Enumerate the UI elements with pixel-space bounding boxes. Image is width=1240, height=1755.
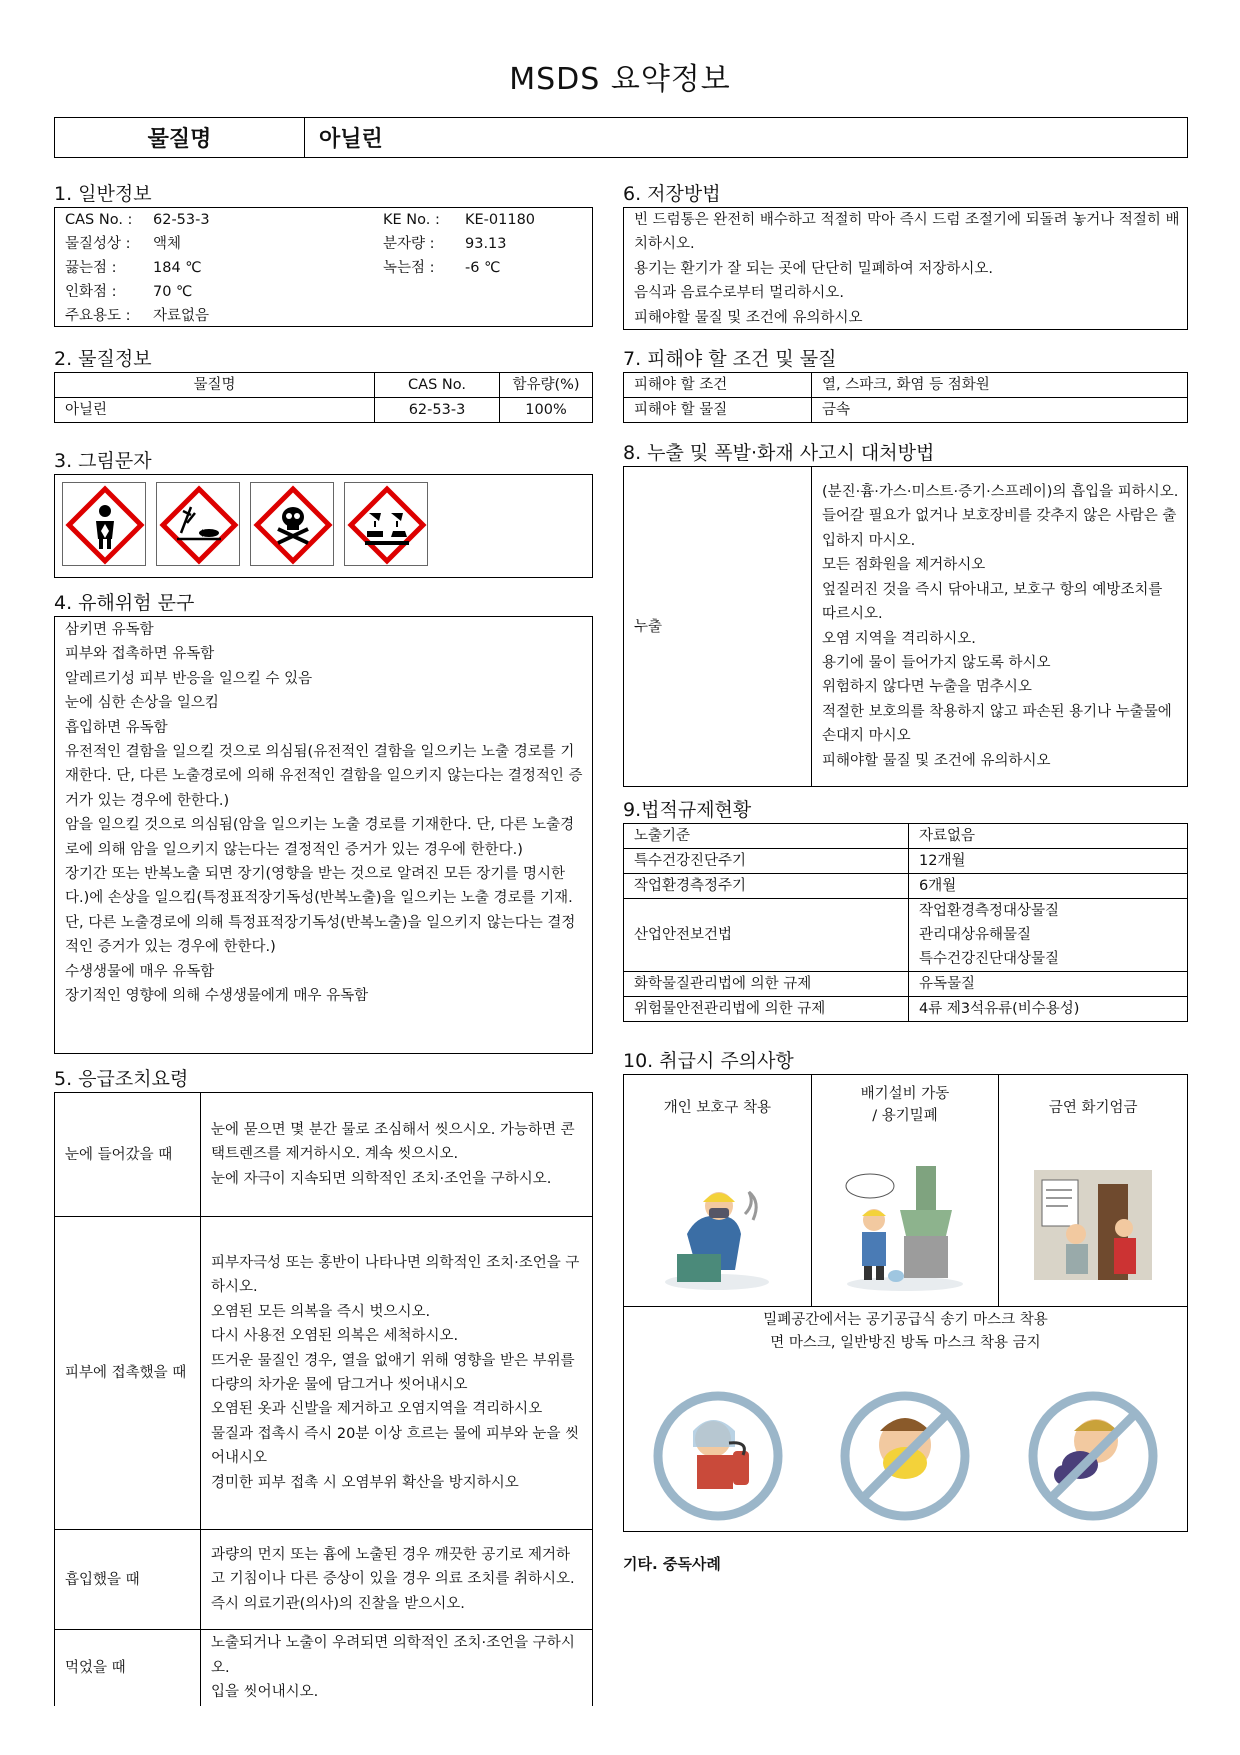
skull-crossbones-icon <box>250 482 334 566</box>
leak-line: 엎질러진 것을 즉시 닦아내고, 보호구 항의 예방조치를 따르시오. <box>822 581 1163 623</box>
leak-line: 모든 점화원을 제거하시오 <box>822 557 986 574</box>
ke-value: KE-01180 <box>465 212 536 228</box>
regulation-table <box>623 823 1188 1022</box>
section-first-aid <box>54 1066 593 1706</box>
bp-label: 끓는점 : <box>65 260 117 276</box>
table-header: 함유량(%) <box>500 373 593 398</box>
substance-name-value: 아닐린 <box>319 127 383 152</box>
section-heading: 4. 유해위험 문구 <box>54 592 195 614</box>
section-storage <box>623 181 1188 330</box>
first-aid-line: 노출되거나 노출이 우려되면 의학적인 조치·조언을 구하시오. <box>211 1635 575 1676</box>
first-aid-line: 경미한 피부 접촉 시 오염부위 확산을 방지하시오 <box>211 1474 519 1491</box>
other-poisoning-cases: 기타. 중독사례 <box>623 1555 721 1573</box>
mw-value: 93.13 <box>465 236 507 252</box>
section-avoid <box>623 346 1188 423</box>
section-general-info <box>54 181 593 327</box>
section-hazard-statements <box>54 590 593 1054</box>
reg-value: 12개월 <box>909 849 1188 874</box>
table-cell: 피해야 할 물질 <box>624 398 812 423</box>
use-value: 자료없음 <box>153 308 210 324</box>
section-heading: 2. 물질정보 <box>54 348 152 370</box>
section-substance-info <box>54 346 593 423</box>
corrosion-icon <box>344 482 428 566</box>
hazard-statement: 알레르기성 피부 반응을 일으킬 수 있음 <box>65 670 313 687</box>
storage-line: 빈 드럼통은 완전히 배수하고 적절히 막아 즉시 드럼 조절기에 되돌려 놓거나 적절히 배치하시오. <box>634 212 1180 253</box>
section-heading: 1. 일반정보 <box>54 183 152 205</box>
first-aid-line: 피부자극성 또는 홍반이 나타나면 의학적인 조치·조언을 구하시오. <box>211 1254 580 1296</box>
section-heading: 10. 취급시 주의사항 <box>623 1050 794 1072</box>
mw-label: 분자량 : <box>383 236 435 252</box>
reg-value: 특수건강진단대상물질 <box>919 951 1060 967</box>
section-heading: 8. 누출 및 폭발·화재 사고시 대처방법 <box>623 442 935 464</box>
section-heading: 3. 그림문자 <box>54 450 152 472</box>
hazard-statement: 피부와 접촉하면 유독함 <box>65 646 215 663</box>
reg-value: 관리대상유해물질 <box>919 927 1032 943</box>
first-aid-table <box>54 1092 593 1706</box>
section-heading: 6. 저장방법 <box>623 183 721 205</box>
reg-value: 6개월 <box>909 874 1188 899</box>
hazard-statement: 장기간 또는 반복노출 되면 장기(영향을 받는 것으로 알려진 모든 장기를 명시한다.)에 손상을 일으킴(특정표적장기독성(반복노출)을 일으키는 노출 경로를 기재. 단, 다른 노출경로에 의해 특정표적장기독성(반복노출)을 일으키지 않는다는 결정적인 증거가 있는 경우에 한한다.) <box>65 866 576 956</box>
table-cell: 금속 <box>812 398 1188 423</box>
hazard-statement: 유전적인 결함을 일으킬 것으로 의심됨(유전적인 결함을 일으키는 노출 경로를 기재한다. 단, 다른 노출경로에 의해 유전적인 결함을 일으키지 않는다는 결정적인 증거가 있는 경우에 한한다.) <box>65 744 583 809</box>
table-cell: 62-53-3 <box>375 398 500 423</box>
mask-instruction: 밀폐공간에서는 공기공급식 송기 마스크 착용 <box>763 1312 1048 1328</box>
reg-label: 위험물안전관리법에 의한 규제 <box>624 997 909 1022</box>
no-smoking-caption: 금연 화기엄금 <box>1048 1100 1138 1116</box>
reg-value: 자료없음 <box>909 824 1188 849</box>
ventilation-caption: 배기설비 가동 / 용기밀폐 <box>860 1086 950 1124</box>
reg-label: 노출기준 <box>624 824 909 849</box>
table-cell: 피해야 할 조건 <box>624 373 812 398</box>
table-cell: 100% <box>500 398 593 423</box>
substance-name-label: 물질명 <box>55 118 305 157</box>
hazard-statement: 눈에 심한 손상을 일으킴 <box>65 695 219 712</box>
leak-label: 누출 <box>624 467 812 787</box>
state-value: 액체 <box>153 236 182 252</box>
section-heading: 7. 피해야 할 조건 및 물질 <box>623 348 837 370</box>
no-smoking-panel <box>999 1075 1187 1307</box>
reg-value: 유독물질 <box>909 972 1188 997</box>
ppe-panel <box>624 1075 812 1307</box>
section-handling <box>623 1048 1188 1532</box>
first-aid-line: 오염된 모든 의복을 즉시 벗으시오. <box>211 1303 431 1320</box>
hazard-statement: 장기적인 영향에 의해 수생생물에게 매우 유독함 <box>65 988 369 1005</box>
mask-prohibition: 면 마스크, 일반방진 방독 마스크 착용 금지 <box>770 1335 1041 1351</box>
avoid-table <box>623 372 1188 423</box>
reg-value: 작업환경측정대상물질 <box>919 903 1060 919</box>
reg-label: 화학물질관리법에 의한 규제 <box>624 972 909 997</box>
first-aid-line: 눈에 자극이 지속되면 의학적인 조치·조언을 구하시오. <box>211 1170 552 1187</box>
first-aid-line: 뜨거운 물질인 경우, 열을 없애기 위해 영향을 받은 부위를 다량의 차가운 물에 담그거나 씻어내시오 <box>211 1352 575 1393</box>
state-label: 물질성상 : <box>65 236 131 252</box>
first-aid-label: 피부에 접촉했을 때 <box>55 1217 201 1530</box>
ppe-caption: 개인 보호구 착용 <box>663 1100 771 1116</box>
reg-label: 작업환경측정주기 <box>624 874 909 899</box>
leak-line: 위험하지 않다면 누출을 멈추시오 <box>822 679 1032 696</box>
leak-line: 들어갈 필요가 없거나 보호장비를 갖추지 않은 사람은 출입하지 마시오. <box>822 508 1177 549</box>
hazard-statement: 삼키면 유독함 <box>65 622 154 638</box>
hazard-statement: 수생생물에 매우 유독함 <box>65 963 215 980</box>
leak-line: 오염 지역을 격리하시오. <box>822 630 976 647</box>
table-cell: 아닐린 <box>55 398 375 423</box>
bp-value: 184 ℃ <box>153 260 202 276</box>
hazard-statement: 암을 일으킬 것으로 의심됨(암을 일으키는 노출 경로를 기재한다. 단, 다른 노출경로에 의해 암을 일으키지 않는다는 결정적인 증거가 있는 경우에 한한다.) <box>65 817 575 858</box>
mp-label: 녹는점 : <box>383 260 435 276</box>
leak-line: 적절한 보호의를 착용하지 않고 파손된 용기나 누출물에 손대지 마시오 <box>822 703 1172 745</box>
section-regulations <box>623 797 1188 1022</box>
ventilation-panel <box>812 1075 1000 1307</box>
fp-label: 인화점 : <box>65 284 117 300</box>
first-aid-label: 흡입했을 때 <box>55 1530 201 1630</box>
first-aid-line: 눈에 묻으면 몇 분간 물로 조심해서 씻으시오. 가능하면 콘택트렌즈를 제거하시오. 계속 씻으시오. <box>211 1121 575 1163</box>
storage-line: 용기는 환기가 잘 되는 곳에 단단히 밀폐하여 저장하시오. <box>634 260 994 277</box>
page-title: MSDS 요약정보 <box>509 62 731 97</box>
table-header: 물질명 <box>55 373 375 398</box>
health-hazard-icon <box>62 482 146 566</box>
first-aid-line: 다시 사용전 오염된 의복은 세척하시오. <box>211 1328 459 1345</box>
leak-line: 용기에 물이 들어가지 않도록 하시오 <box>822 654 1051 671</box>
dust-mask-prohibited-icon <box>840 1391 970 1521</box>
table-header: CAS No. <box>375 373 500 398</box>
cas-label: CAS No. : <box>65 212 133 228</box>
first-aid-line: 물질과 접촉시 즉시 20분 이상 흐르는 물에 피부와 눈을 씻어내시오 <box>211 1425 580 1467</box>
leak-table <box>623 466 1188 787</box>
use-label: 주요용도 : <box>65 308 131 324</box>
first-aid-line: 즉시 의료기관(의사)의 진찰을 받으시오. <box>211 1595 465 1612</box>
mp-value: -6 ℃ <box>465 260 501 276</box>
substance-name-box <box>54 117 1188 158</box>
section-pictograms <box>54 448 593 578</box>
fp-value: 70 ℃ <box>153 284 193 300</box>
section-heading: 9.법적규제현황 <box>623 799 752 821</box>
table-cell: 열, 스파크, 화염 등 점화원 <box>812 373 1188 398</box>
worker-ppe-icon <box>657 1174 777 1294</box>
first-aid-label: 먹었을 때 <box>55 1630 201 1706</box>
gas-mask-prohibited-icon <box>1028 1391 1158 1521</box>
section-leak <box>623 440 1188 787</box>
reg-value: 4류 제3석유류(비수용성) <box>909 997 1188 1022</box>
first-aid-line: 입을 씻어내시오. <box>211 1683 319 1700</box>
environment-icon <box>156 482 240 566</box>
ke-label: KE No. : <box>383 212 440 228</box>
reg-label: 산업안전보건법 <box>624 899 909 972</box>
section-heading: 5. 응급조치요령 <box>54 1068 189 1090</box>
hazard-statement: 흡입하면 유독함 <box>65 719 168 736</box>
ventilation-hood-icon <box>840 1164 970 1294</box>
storage-line: 피해야할 물질 및 조건에 유의하시오 <box>634 309 863 326</box>
leak-line: 피해야할 물질 및 조건에 유의하시오 <box>822 752 1051 769</box>
first-aid-label: 눈에 들어갔을 때 <box>55 1093 201 1217</box>
first-aid-line: 오염된 옷과 신발을 제거하고 오염지역을 격리하시오 <box>211 1401 543 1418</box>
reg-label: 특수건강진단주기 <box>624 849 909 874</box>
substance-table <box>54 372 593 423</box>
first-aid-line: 과량의 먼지 또는 흄에 노출된 경우 깨끗한 공기로 제거하고 기침이나 다른 증상이 있을 경우 의료 조치를 취하시오. <box>211 1546 575 1588</box>
no-smoking-icon <box>1028 1164 1158 1294</box>
cas-value: 62-53-3 <box>153 212 210 228</box>
air-supplied-mask-icon <box>653 1391 783 1521</box>
leak-line: (분진·흄·가스·미스트·증기·스프레이)의 흡입을 피하시오. <box>822 484 1179 501</box>
storage-line: 음식과 음료수로부터 멀리하시오. <box>634 285 844 302</box>
